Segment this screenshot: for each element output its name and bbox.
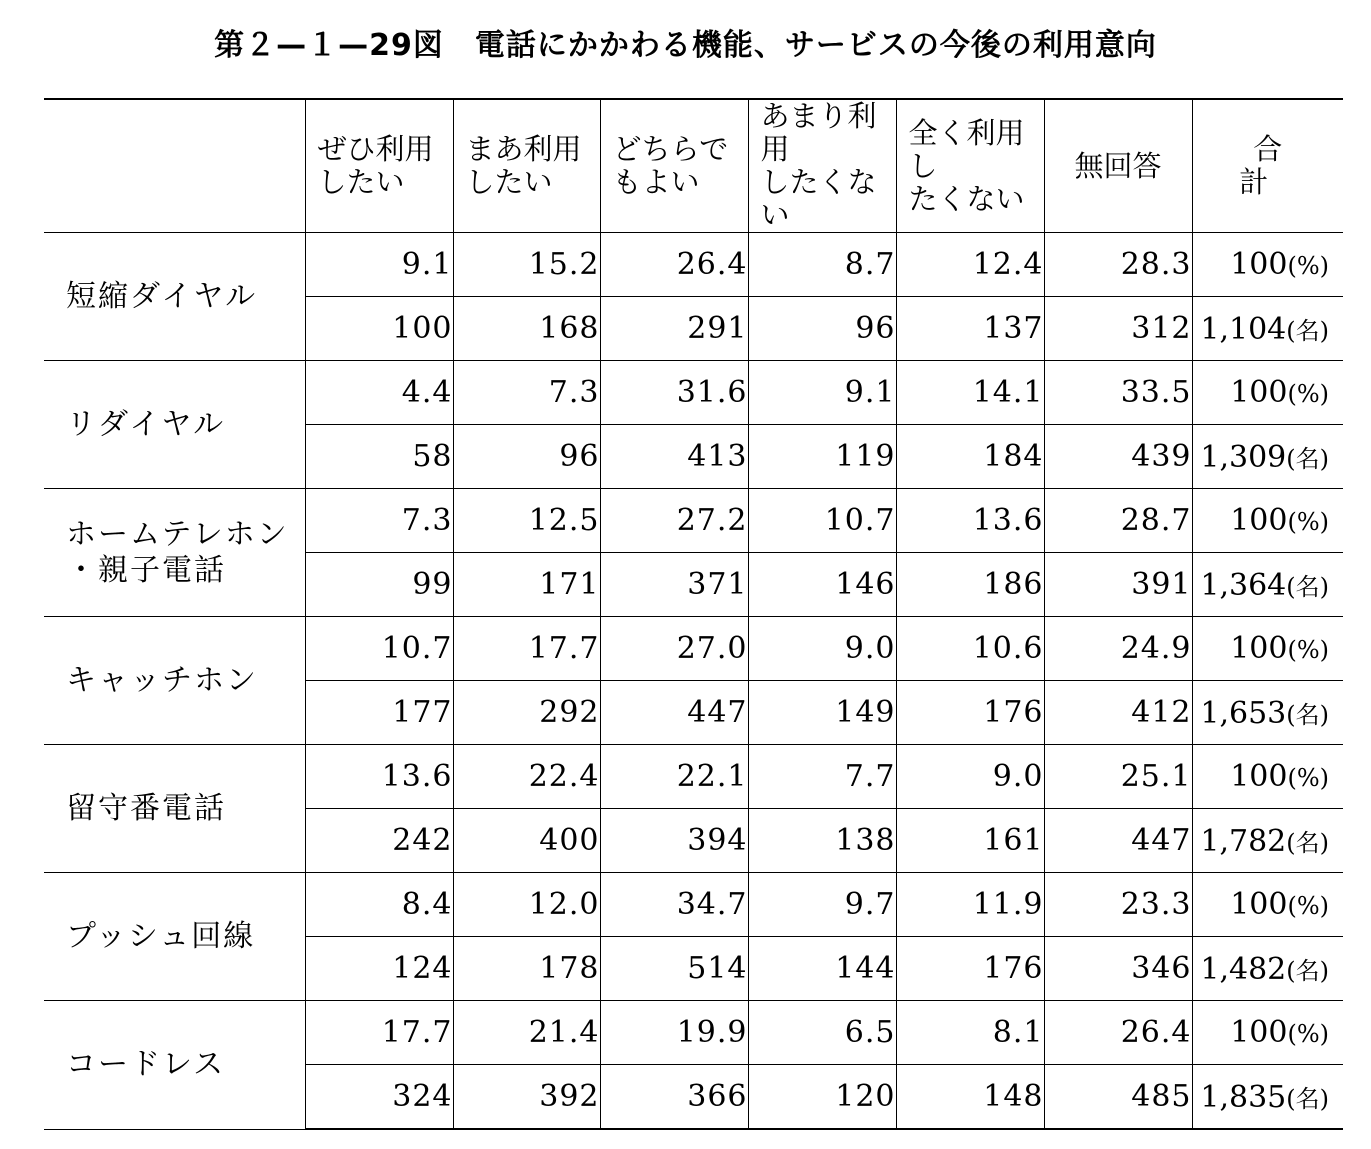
percent-cell: 27.0 <box>600 617 748 681</box>
percent-cell: 100(%) <box>1192 873 1343 937</box>
percent-cell: 7.7 <box>748 745 896 809</box>
header-definitely-use: ぜひ利用 したい <box>305 99 453 233</box>
table-row-percent <box>44 361 1343 425</box>
persons-unit: (名) <box>1286 444 1329 473</box>
percent-cell: 25.1 <box>1044 745 1192 809</box>
count-cell: 161 <box>896 809 1044 873</box>
header-row <box>44 99 1343 233</box>
count-cell: 186 <box>896 553 1044 617</box>
count-cell: 148 <box>896 1065 1044 1130</box>
table-row-percent <box>44 617 1343 681</box>
persons-unit: (名) <box>1286 1084 1329 1113</box>
count-cell: 137 <box>896 297 1044 361</box>
percent-cell: 28.7 <box>1044 489 1192 553</box>
count-cell: 291 <box>600 297 748 361</box>
count-cell: 366 <box>600 1065 748 1130</box>
header-not-use-at-all: 全く利用し たくない <box>896 99 1044 233</box>
count-cell: 178 <box>453 937 600 1001</box>
count-cell: 124 <box>305 937 453 1001</box>
percent-cell: 10.7 <box>305 617 453 681</box>
count-cell: 400 <box>453 809 600 873</box>
count-cell: 412 <box>1044 681 1192 745</box>
percent-cell: 26.4 <box>600 233 748 297</box>
percent-unit: (%) <box>1287 1020 1329 1048</box>
percent-cell: 21.4 <box>453 1001 600 1065</box>
table-row-percent <box>44 489 1343 553</box>
count-cell: 99 <box>305 553 453 617</box>
count-cell: 324 <box>305 1065 453 1130</box>
count-cell: 184 <box>896 425 1044 489</box>
percent-cell: 12.0 <box>453 873 600 937</box>
count-cell: 391 <box>1044 553 1192 617</box>
count-cell: 138 <box>748 809 896 873</box>
percent-cell: 12.4 <box>896 233 1044 297</box>
percent-cell: 10.7 <box>748 489 896 553</box>
count-cell: 1,653(名) <box>1192 681 1343 745</box>
percent-cell: 28.3 <box>1044 233 1192 297</box>
persons-unit: (名) <box>1286 828 1329 857</box>
percent-cell: 12.5 <box>453 489 600 553</box>
count-cell: 1,782(名) <box>1192 809 1343 873</box>
count-cell: 146 <box>748 553 896 617</box>
table-row-percent <box>44 873 1343 937</box>
percent-cell: 17.7 <box>305 1001 453 1065</box>
count-cell: 119 <box>748 425 896 489</box>
percent-cell: 100(%) <box>1192 489 1343 553</box>
count-cell: 1,364(名) <box>1192 553 1343 617</box>
header-either: どちらで もよい <box>600 99 748 233</box>
count-cell: 176 <box>896 681 1044 745</box>
count-cell: 1,309(名) <box>1192 425 1343 489</box>
count-cell: 176 <box>896 937 1044 1001</box>
count-cell: 168 <box>453 297 600 361</box>
percent-cell: 6.5 <box>748 1001 896 1065</box>
percent-cell: 27.2 <box>600 489 748 553</box>
count-cell: 149 <box>748 681 896 745</box>
row-label: ホームテレホン ・親子電話 <box>44 489 305 617</box>
row-label: キャッチホン <box>44 617 305 745</box>
percent-cell: 19.9 <box>600 1001 748 1065</box>
percent-cell: 24.9 <box>1044 617 1192 681</box>
row-label: 留守番電話 <box>44 745 305 873</box>
header-somewhat-use: まあ利用 したい <box>453 99 600 233</box>
count-cell: 514 <box>600 937 748 1001</box>
count-cell: 96 <box>748 297 896 361</box>
count-cell: 447 <box>1044 809 1192 873</box>
row-label: 短縮ダイヤル <box>44 233 305 361</box>
percent-unit: (%) <box>1287 508 1329 536</box>
count-cell: 120 <box>748 1065 896 1130</box>
percent-cell: 9.0 <box>748 617 896 681</box>
percent-cell: 34.7 <box>600 873 748 937</box>
percent-cell: 23.3 <box>1044 873 1192 937</box>
percent-cell: 13.6 <box>896 489 1044 553</box>
count-cell: 485 <box>1044 1065 1192 1130</box>
count-cell: 439 <box>1044 425 1192 489</box>
row-label: リダイヤル <box>44 361 305 489</box>
count-cell: 1,835(名) <box>1192 1065 1343 1130</box>
percent-unit: (%) <box>1287 892 1329 920</box>
percent-unit: (%) <box>1287 636 1329 664</box>
percent-unit: (%) <box>1287 252 1329 280</box>
percent-cell: 7.3 <box>453 361 600 425</box>
percent-cell: 8.7 <box>748 233 896 297</box>
count-cell: 394 <box>600 809 748 873</box>
row-label: コードレス <box>44 1001 305 1130</box>
count-cell: 392 <box>453 1065 600 1130</box>
percent-cell: 9.1 <box>748 361 896 425</box>
persons-unit: (名) <box>1286 700 1329 729</box>
count-cell: 312 <box>1044 297 1192 361</box>
count-cell: 144 <box>748 937 896 1001</box>
percent-cell: 15.2 <box>453 233 600 297</box>
header-corner <box>44 99 305 233</box>
usage-intention-table <box>44 98 1343 1130</box>
header-no-answer: 無回答 <box>1044 99 1192 233</box>
row-label: プッシュ回線 <box>44 873 305 1001</box>
header-rather-not-use: あまり利用 したくない <box>748 99 896 233</box>
header-total: 合 計 <box>1192 99 1343 233</box>
percent-cell: 26.4 <box>1044 1001 1192 1065</box>
count-cell: 1,482(名) <box>1192 937 1343 1001</box>
table-row-percent <box>44 745 1343 809</box>
percent-cell: 11.9 <box>896 873 1044 937</box>
table-row-percent <box>44 233 1343 297</box>
percent-cell: 13.6 <box>305 745 453 809</box>
percent-cell: 7.3 <box>305 489 453 553</box>
table-row-percent <box>44 1001 1343 1065</box>
percent-cell: 22.1 <box>600 745 748 809</box>
count-cell: 371 <box>600 553 748 617</box>
percent-cell: 8.1 <box>896 1001 1044 1065</box>
count-cell: 177 <box>305 681 453 745</box>
percent-unit: (%) <box>1287 380 1329 408</box>
count-cell: 100 <box>305 297 453 361</box>
percent-cell: 9.7 <box>748 873 896 937</box>
percent-cell: 9.1 <box>305 233 453 297</box>
percent-cell: 4.4 <box>305 361 453 425</box>
percent-cell: 8.4 <box>305 873 453 937</box>
persons-unit: (名) <box>1286 956 1329 985</box>
percent-cell: 14.1 <box>896 361 1044 425</box>
count-cell: 58 <box>305 425 453 489</box>
percent-cell: 100(%) <box>1192 745 1343 809</box>
percent-cell: 100(%) <box>1192 233 1343 297</box>
percent-cell: 10.6 <box>896 617 1044 681</box>
count-cell: 447 <box>600 681 748 745</box>
percent-cell: 17.7 <box>453 617 600 681</box>
count-cell: 242 <box>305 809 453 873</box>
percent-cell: 9.0 <box>896 745 1044 809</box>
page-title: 第２—１—29図 電話にかかわる機能、サービスの今後の利用意向 <box>214 28 1157 63</box>
percent-cell: 31.6 <box>600 361 748 425</box>
count-cell: 96 <box>453 425 600 489</box>
count-cell: 292 <box>453 681 600 745</box>
percent-cell: 22.4 <box>453 745 600 809</box>
count-cell: 171 <box>453 553 600 617</box>
persons-unit: (名) <box>1286 316 1329 345</box>
count-cell: 413 <box>600 425 748 489</box>
percent-cell: 33.5 <box>1044 361 1192 425</box>
percent-cell: 100(%) <box>1192 617 1343 681</box>
percent-unit: (%) <box>1287 764 1329 792</box>
count-cell: 346 <box>1044 937 1192 1001</box>
count-cell: 1,104(名) <box>1192 297 1343 361</box>
percent-cell: 100(%) <box>1192 361 1343 425</box>
percent-cell: 100(%) <box>1192 1001 1343 1065</box>
persons-unit: (名) <box>1286 572 1329 601</box>
